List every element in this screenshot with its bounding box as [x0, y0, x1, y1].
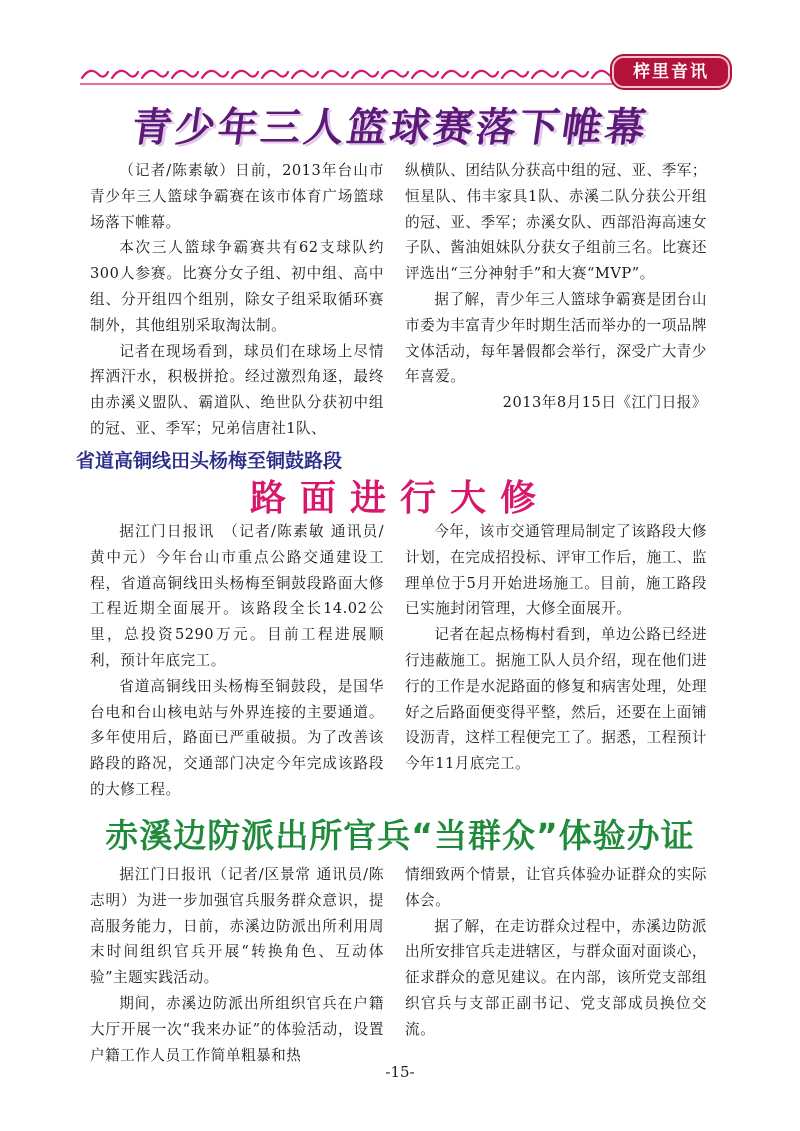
article1-left-column	[90, 158, 384, 442]
article2-paragraph: 省道高铜线田头杨梅至铜鼓段，是国华台电和台山核电站与外界连接的主要通道。多年使用后，路面已严重破损。为了改善该路段的路况，交通部门决定今年完成该路段的大修工程。	[90, 677, 384, 798]
article3-paragraph: 情细致两个情景，让官兵体验办证群众的实际体会。	[405, 866, 707, 909]
article3-paragraph: 期间，赤溪边防派出所组织官兵在户籍大厅开展一次“我来办证”的体验活动，设置户籍工作人员工作简单粗暴和热	[90, 994, 384, 1064]
wave-ornament	[502, 71, 528, 78]
wave-ornament	[562, 71, 588, 78]
wave-ornament	[262, 71, 288, 78]
article2-paragraph: 记者在起点杨梅村看到，单边公路已经进行违蔽施工。据施工队人员介绍，现在他们进行的工作是水泥路面的修复和病害处理，处理好之后路面便变得平整，然后，还要在上面铺设沥青，这样工程便完工了。据悉，工程预计今年11月底完工。	[405, 626, 707, 773]
article2-subtitle: 省道高铜线田头杨梅至铜鼓路段	[76, 450, 343, 472]
wave-ornament	[292, 71, 318, 78]
article1-byline: 2013年8月15日《江门日报》	[502, 394, 707, 412]
article1-paragraph: （记者/陈素敏）日前，2013年台山市青少年三人篮球争霸赛在该市体育广场篮球场落下帷幕。	[90, 162, 384, 231]
wave-ornament	[112, 71, 138, 78]
wave-ornament	[442, 71, 468, 78]
article1-paragraph: 据了解，青少年三人篮球争霸赛是团台山市委为丰富青少年时期生活而举办的一项品牌文体活动，每年暑假都会举行，深受广大青少年喜爱。	[405, 290, 707, 386]
wave-ornament	[82, 71, 108, 78]
wave-ornament	[232, 71, 258, 78]
article3-paragraph: 据了解，在走访群众过程中，赤溪边防派出所安排官兵走进辖区，与群众面对面谈心，征求群众的意见建议。在内部，该所党支部组织官兵与支部正副书记、党支部成员换位交流。	[405, 917, 707, 1038]
article3-paragraph: 据江门日报讯（记者/区景常 通讯员/陈志明）为进一步加强官兵服务群众意识，提高服务能力，日前，赤溪边防派出所利用周末时间组织官兵开展“转换角色、互动体验”主题实践活动。	[90, 866, 384, 987]
wave-ornament	[382, 71, 408, 78]
article2-left-column	[90, 519, 384, 803]
article2-paragraph: 今年，该市交通管理局制定了该路段大修计划，在完成招投标、评审工作后，施工、监理单位于5月开始进场施工。目前，施工路段已实施封闭管理，大修全面展开。	[405, 523, 707, 618]
article2-paragraph: 据江门日报讯 （记者/陈素敏 通讯员/黄中元）今年台山市重点公路交通建设工程，省道高铜线田头杨梅至铜鼓段路面大修工程近期全面展开。该路段全长14.02公里，总投资5290万元。目前工程进展顺利，预计年底完工。	[90, 523, 384, 669]
wave-ornament	[172, 71, 198, 78]
article2-right-column	[405, 519, 707, 777]
article3-left-column	[90, 862, 384, 1068]
header-wave-band	[80, 62, 680, 88]
article1-paragraph: 纵横队、团结队分获高中组的冠、亚、季军；恒星队、伟丰家具1队、赤溪二队分获公开组的冠、亚、季军；赤溪女队、西部沿海高速女子队、酱油姐妹队分获女子组前三名。比赛还评选出“三分神射手”和大赛“MVP”。	[405, 162, 707, 283]
article3-title: 赤溪边防派出所官兵“当群众”体验办证	[105, 816, 695, 855]
article3-right-column	[405, 862, 707, 1043]
wave-ornament	[322, 71, 348, 78]
section-badge: 梓里音讯	[612, 56, 730, 88]
wave-ornament	[532, 71, 558, 78]
wave-ornament	[352, 71, 378, 78]
wave-ornament	[142, 71, 168, 78]
article1-right-column	[405, 158, 707, 416]
wave-ornament	[412, 71, 438, 78]
article2-title: 路面进行大修	[249, 478, 550, 519]
article1-paragraph: 本次三人篮球争霸赛共有62支球队约300人参赛。比赛分女子组、初中组、高中组、分开组四个组别，除女子组采取循环赛制外，其他组别采取淘汰制。	[90, 239, 384, 334]
article1-paragraph: 记者在现场看到，球员们在球场上尽情挥洒汗水，积极拼抢。经过激烈角逐，最终由赤溪义盟队、霸道队、绝世队分获初中组的冠、亚、季军；兄弟信唐社1队、	[90, 342, 384, 437]
wave-ornament	[472, 71, 498, 78]
article1-title: 青少年三人篮球赛落下帷幕	[128, 105, 652, 151]
wave-ornament	[202, 71, 228, 78]
page-number: -15-	[385, 1063, 415, 1081]
